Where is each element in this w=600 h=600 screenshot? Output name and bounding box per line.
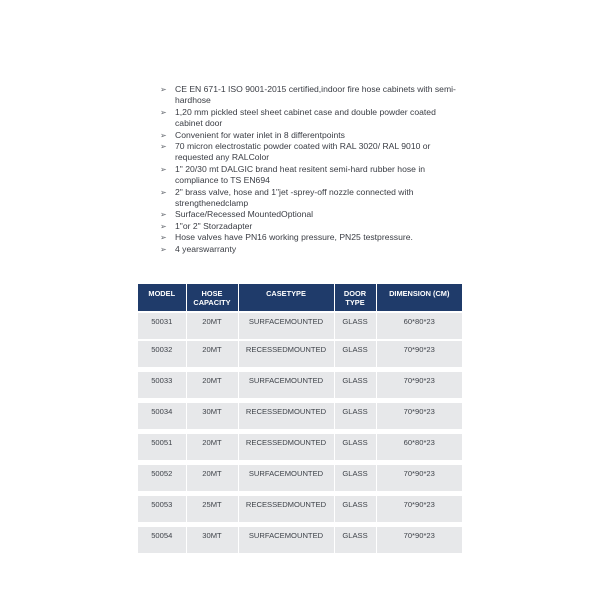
cell-dimension: 70*90*23 — [376, 494, 462, 525]
table-row — [138, 432, 462, 463]
arrowhead-bullet-icon: ➢ — [160, 164, 167, 174]
specification-table — [138, 284, 462, 553]
cell-door-type: GLASS — [334, 463, 376, 494]
cell-model: 50032 — [138, 340, 186, 370]
cell-dimension: 60*80*23 — [376, 312, 462, 340]
table-row — [138, 312, 462, 340]
column-header-casetype: CASETYPE — [238, 284, 334, 312]
cell-hose-capacity: 30MT — [186, 525, 238, 554]
column-header-dimension: DIMENSION (CM) — [376, 284, 462, 312]
feature-item: ➢ 4 yearswarranty — [160, 243, 237, 254]
table-row — [138, 494, 462, 525]
cell-door-type: GLASS — [334, 432, 376, 463]
feature-item: ➢ CE EN 671-1 ISO 9001-2015 certified,indoor fire hose cabinets with semi-hardhose — [160, 84, 456, 106]
feature-item: ➢ 2" brass valve, hose and 1"jet -sprey-off nozzle connected with strengthenedclamp — [160, 186, 414, 209]
cell-dimension: 70*90*23 — [376, 401, 462, 432]
arrowhead-bullet-icon: ➢ — [160, 210, 167, 220]
cell-model: 50054 — [138, 525, 186, 554]
table-row — [138, 401, 462, 432]
cell-casetype: SURFACEMOUNTED — [238, 370, 334, 401]
cell-casetype: RECESSEDMOUNTED — [238, 494, 334, 525]
arrowhead-bullet-icon: ➢ — [160, 142, 167, 152]
cell-casetype: RECESSEDMOUNTED — [238, 401, 334, 432]
cell-hose-capacity: 20MT — [186, 312, 238, 340]
arrowhead-bullet-icon: ➢ — [160, 221, 167, 231]
arrowhead-bullet-icon: ➢ — [160, 85, 167, 94]
feature-item: ➢ Convenient for water inlet in 8 differentpoints — [160, 129, 345, 140]
cell-door-type: GLASS — [334, 401, 376, 432]
cell-hose-capacity: 25MT — [186, 494, 238, 525]
cell-model: 50034 — [138, 401, 186, 432]
table-row — [138, 525, 462, 554]
column-header-hose-capacity: HOSE CAPACITY — [186, 284, 238, 312]
table-row — [138, 340, 462, 370]
arrowhead-bullet-icon: ➢ — [160, 187, 167, 197]
cell-door-type: GLASS — [334, 312, 376, 340]
arrowhead-bullet-icon: ➢ — [160, 233, 167, 243]
cell-casetype: SURFACEMOUNTED — [238, 463, 334, 494]
cell-dimension: 70*90*23 — [376, 525, 462, 554]
cell-model: 50031 — [138, 312, 186, 340]
cell-hose-capacity: 20MT — [186, 340, 238, 370]
feature-list — [160, 84, 460, 255]
cell-dimension: 70*90*23 — [376, 463, 462, 494]
feature-item: ➢ 1,20 mm pickled steel sheet cabinet case and double powder coated cabinet door — [160, 106, 436, 129]
cell-door-type: GLASS — [334, 494, 376, 525]
arrowhead-bullet-icon: ➢ — [160, 130, 167, 140]
arrowhead-bullet-icon: ➢ — [160, 107, 167, 117]
cell-model: 50033 — [138, 370, 186, 401]
feature-item: ➢ Hose valves have PN16 working pressure, PN25 testpressure. — [160, 232, 413, 243]
cell-model: 50053 — [138, 494, 186, 525]
cell-casetype: SURFACEMOUNTED — [238, 312, 334, 340]
table-row — [138, 463, 462, 494]
cell-casetype: RECESSEDMOUNTED — [238, 340, 334, 370]
cell-door-type: GLASS — [334, 340, 376, 370]
cell-hose-capacity: 30MT — [186, 401, 238, 432]
cell-casetype: RECESSEDMOUNTED — [238, 432, 334, 463]
column-header-model: MODEL — [138, 284, 186, 312]
feature-item: ➢ 70 micron electrostatic powder coated with RAL 3020/ RAL 9010 or requested any RALColor — [160, 141, 431, 163]
cell-hose-capacity: 20MT — [186, 432, 238, 463]
cell-hose-capacity: 20MT — [186, 463, 238, 494]
feature-item: ➢ 1" 20/30 mt DALGIC brand heat resitent semi-hard rubber hose in compliance to TS EN694 — [160, 163, 426, 186]
cell-casetype: SURFACEMOUNTED — [238, 525, 334, 554]
cell-dimension: 70*90*23 — [376, 370, 462, 401]
column-header-door-type: DOOR TYPE — [334, 284, 376, 312]
table-header-row — [138, 284, 462, 312]
cell-dimension: 60*80*23 — [376, 432, 462, 463]
table-row — [138, 370, 462, 401]
cell-door-type: GLASS — [334, 370, 376, 401]
feature-item: ➢ Surface/Recessed MountedOptional — [160, 209, 314, 220]
cell-model: 50051 — [138, 432, 186, 463]
cell-door-type: GLASS — [334, 525, 376, 554]
cell-dimension: 70*90*23 — [376, 340, 462, 370]
feature-item: ➢ 1"or 2" Storzadapter — [160, 220, 253, 231]
arrowhead-bullet-icon: ➢ — [160, 244, 167, 254]
cell-model: 50052 — [138, 463, 186, 494]
cell-hose-capacity: 20MT — [186, 370, 238, 401]
